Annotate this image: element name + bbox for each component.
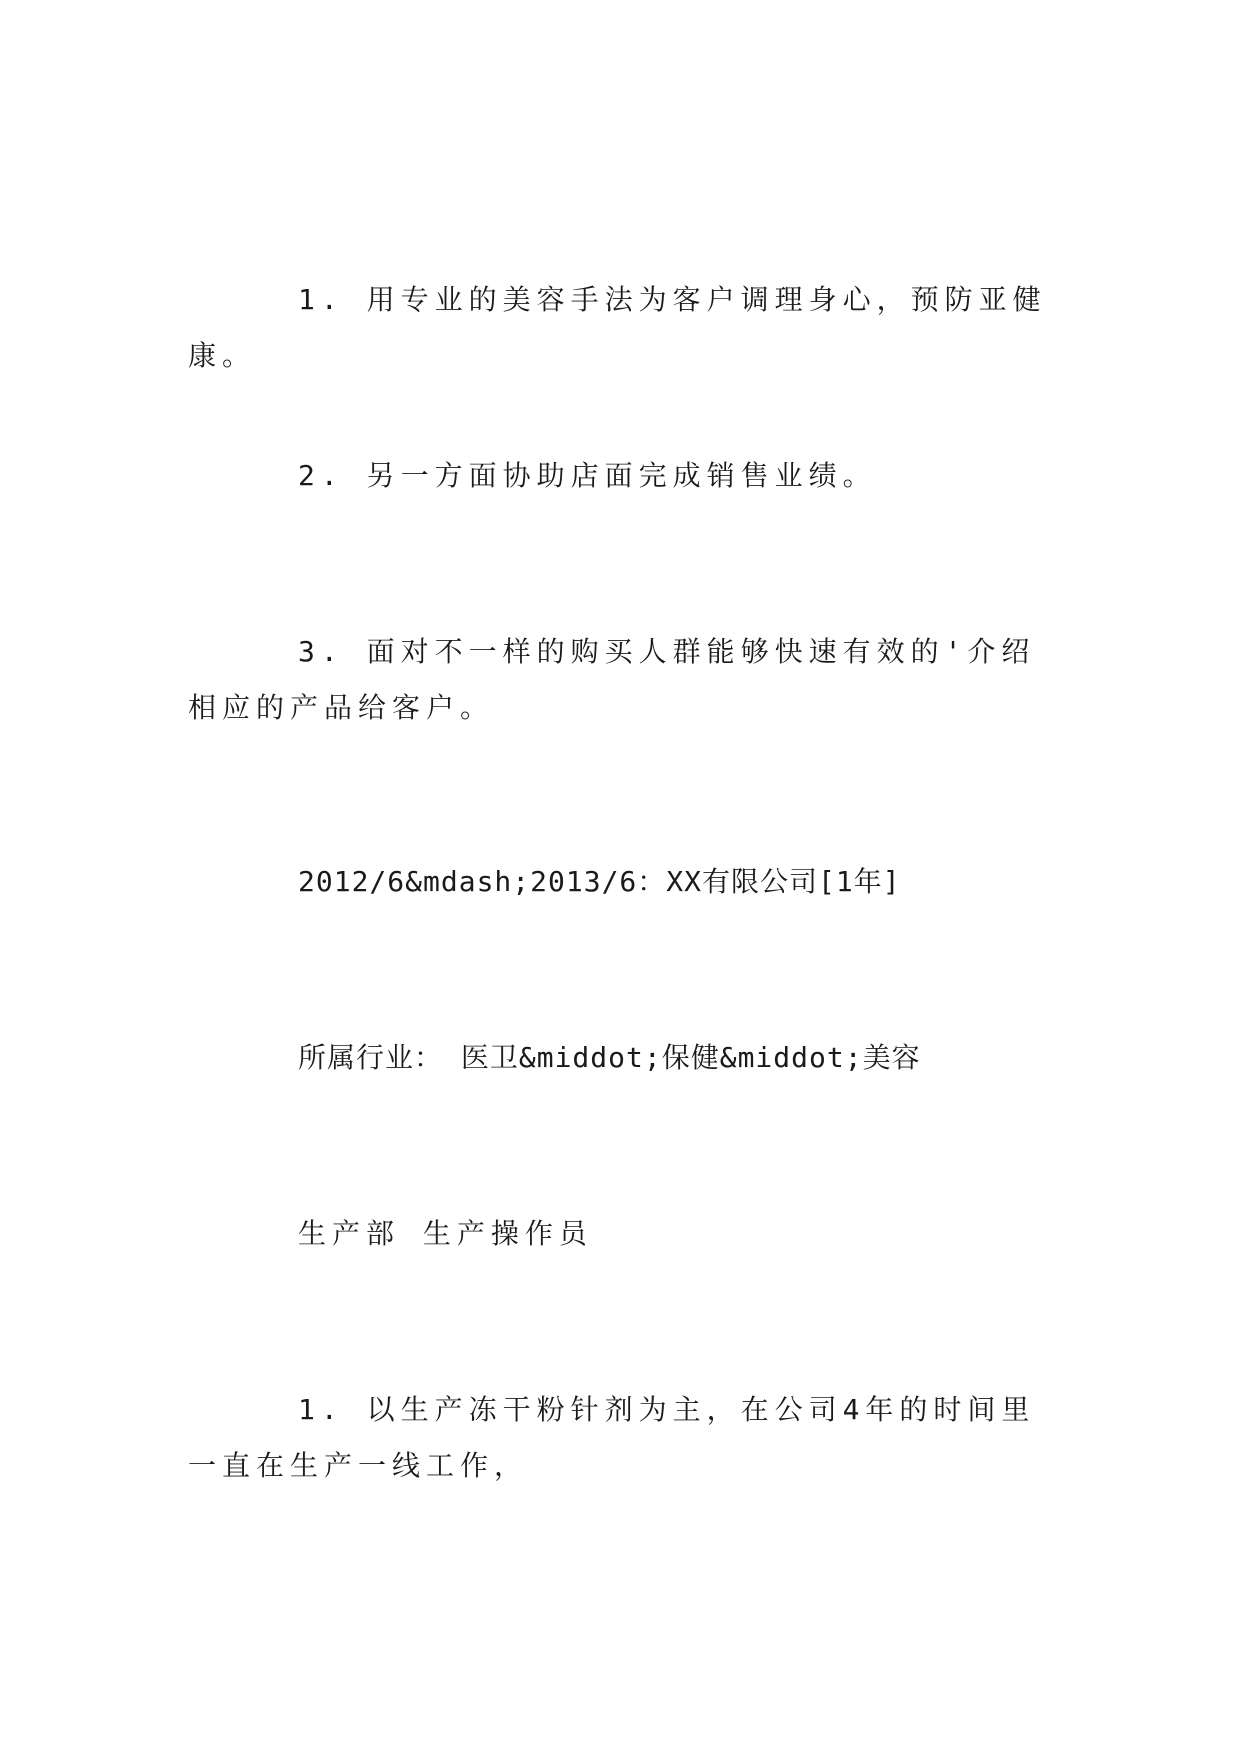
paragraph-duty-1: 1. 用专业的美容手法为客户调理身心，预防亚健康。 xyxy=(188,283,1047,372)
paragraph-duty-3: 3. 面对不一样的购买人群能够快速有效的'介绍相应的产品给客户。 xyxy=(188,635,1036,724)
paragraph-duty-2: 2. 另一方面协助店面完成销售业绩。 xyxy=(298,459,877,492)
industry-line: 所属行业： 医卫&middot;保健&middot;美容 xyxy=(298,1041,921,1074)
paragraph-production-duty-1: 1. 以生产冻干粉针剂为主，在公司4年的时间里一直在生产一线工作， xyxy=(188,1393,1036,1482)
department-position: 生产部 生产操作员 xyxy=(298,1217,593,1250)
employment-period: 2012/6&mdash;2013/6：XX有限公司[1年] xyxy=(298,865,901,898)
